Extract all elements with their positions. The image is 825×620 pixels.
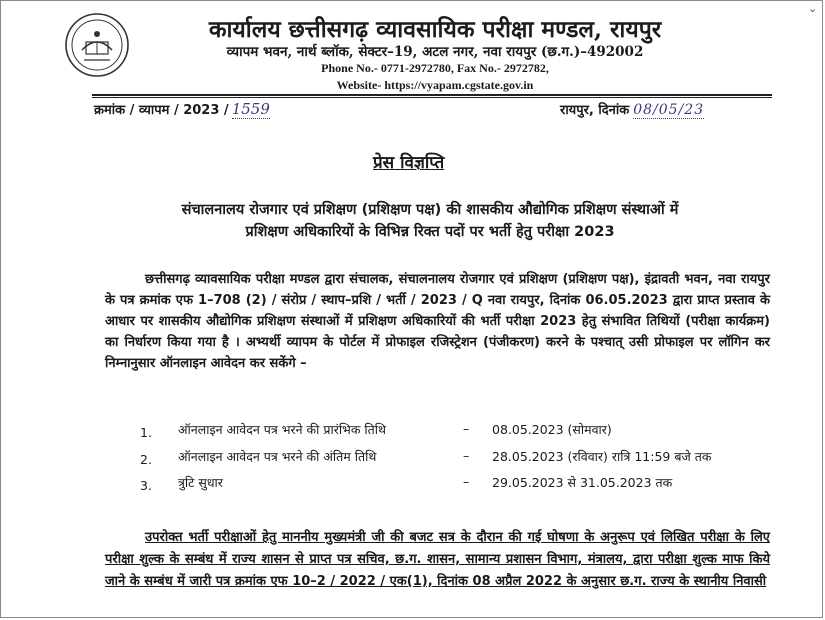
reference-date-label: रायपुर, दिनांक (560, 103, 630, 118)
schedule-num: 2. (140, 452, 152, 467)
schedule-dash: – (463, 474, 470, 489)
chevron-down-icon[interactable]: ⌄ (808, 2, 818, 15)
reference-number (94, 100, 270, 118)
schedule-label: ऑनलाइन आवेदन पत्र भरने की प्रारंभिक तिथि (178, 422, 387, 437)
paragraph-1: छत्तीसगढ़ व्यावसायिक परीक्षा मण्डल द्वारा संचालक, संचालनालय रोजगार एवं प्रशिक्षण (प्रशिक्षण पक्ष), इंद्रावती भवन, नवा रायपुर के पत्र क्रमांक एफ 1–708 (2) / संरोप्र / स्थाप–प्रशि / भर्ती / 2023 / Q नवा रायपुर, दिनांक 06.05.2023 द्वारा प्राप्त प्रस्ताव के आधार पर शासकीय औद्योगिक प्रशिक्षण संस्थाओं में प्रशिक्षण अधिकारियों की भर्ती परीक्षा 2023 हेतु संभावित तिथियों (परीक्षा कार्यक्रम) का निर्धारण किया गया है । अभ्यर्थी व्यापम के पोर्टल में प्रोफाइल रजिस्ट्रेशन (पंजीकरण) करने के पश्चात् उसी प्रोफाइल पर लॉगिन कर निम्नानुसार ऑनलाइन आवेदन कर सकेंगे – (105, 272, 770, 371)
paragraph-2: उपरोक्त भर्ती परीक्षाओं हेतु माननीय मुख्यमंत्री जी की बजट सत्र के दौरान की गई घोषणा के अनुरूप एवं लिखित परीक्षा के लिए परीक्षा शुल्क के सम्बंध में राज्य शासन से प्राप्त पत्र सचिव, छ.ग. शासन, सामान्य प्रशासन विभाग, मंत्रालय, द्वारा परीक्षा शुल्क माफ किये जाने के सम्बंध में जारी पत्र क्रमांक एफ 10–2 / 2022 / एक(1), दिनांक 08 अप्रैल 2022 के अनुसार छ.ग. राज्य के स्थानीय निवासी (105, 530, 770, 589)
office-address: व्यापम भवन, नार्थ ब्लॉक, सेक्टर–19, अटल नगर, नवा रायपुर (छ.ग.)–492002 (226, 44, 644, 60)
subject-line-1: संचालनालय रोजगार एवं प्रशिक्षण (प्रशिक्षण पक्ष) की शासकीय औद्योगिक प्रशिक्षण संस्थाओं में (181, 202, 679, 218)
header-rule-thin (92, 97, 772, 98)
schedule-num: 1. (140, 425, 152, 440)
reference-number-handwritten: 1559 (231, 100, 270, 118)
emblem-logo-icon (64, 12, 130, 78)
subject (110, 199, 750, 243)
schedule-value: 29.05.2023 से 31.05.2023 तक (492, 475, 673, 490)
reference-date-handwritten: 08/05/23 (633, 102, 705, 118)
office-phone: Phone No.- 0771-2972780, Fax No.- 2972782, (321, 61, 549, 75)
schedule-dash: – (463, 448, 470, 463)
schedule-label: ऑनलाइन आवेदन पत्र भरने की अंतिम तिथि (178, 449, 377, 464)
schedule-dash: – (463, 421, 470, 436)
schedule-value: 28.05.2023 (रविवार) रात्रि 11:59 बजे तक (492, 449, 712, 464)
reference-date (560, 100, 704, 118)
press-release-title: प्रेस विज्ञप्ति (373, 153, 445, 173)
reference-number-label: क्रमांक / व्यापम / 2023 / (94, 103, 229, 118)
schedule-value: 08.05.2023 (सोमवार) (492, 422, 612, 437)
office-title: कार्यालय छत्तीसगढ़ व्यावसायिक परीक्षा मण्डल, रायपुर (208, 16, 662, 43)
schedule-num: 3. (140, 478, 152, 493)
schedule-label: त्रुटि सुधार (178, 475, 223, 490)
header-rule (92, 94, 772, 96)
subject-line-2: प्रशिक्षण अधिकारियों के विभिन्न रिक्त पदों पर भर्ती हेतु परीक्षा 2023 (245, 224, 615, 240)
office-website: Website- https://vyapam.cgstate.gov.in (336, 78, 534, 92)
